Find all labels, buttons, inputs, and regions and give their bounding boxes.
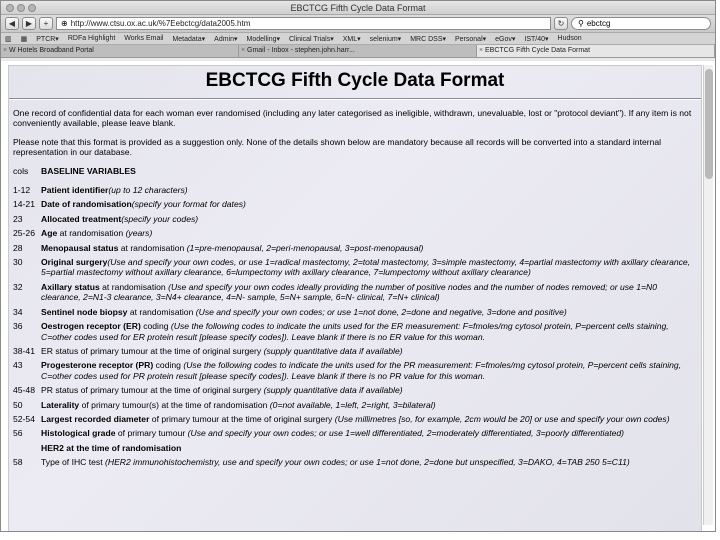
bookmark-item[interactable]: Works Email xyxy=(124,35,164,42)
row-note: (Use and specify your own codes ideally providing the number of positive nodes and the number of nodes removed; or use 1=N0 clearance, 2=N1-3 clearance, 3=N4+ clearance, 4=N- sample, 5=N+ sample, 6=N- clinical, 7=N+ clinical) xyxy=(41,281,658,303)
search-value: ebctcg xyxy=(586,19,611,28)
row-text: at randomisation xyxy=(57,228,126,239)
tab-label: EBCTCG Fifth Cycle Data Format xyxy=(485,47,591,54)
note-paragraph: Please note that this format is provided as a suggestion only. None of the details shown below are mandatory because all records will be converted into a standard internal representation in our database. xyxy=(13,136,662,158)
window-title: EBCTCG Fifth Cycle Data Format xyxy=(290,3,426,13)
row-text: at randomisation xyxy=(99,281,169,292)
row-variable: Menopausal status xyxy=(41,242,119,253)
window-controls xyxy=(6,4,36,12)
globe-icon: ⊕ xyxy=(61,19,68,28)
row-text: of primary tumour xyxy=(115,428,188,439)
variable-row xyxy=(9,199,701,209)
row-cols: 32 xyxy=(13,281,23,292)
row-text: at randomisation xyxy=(127,306,196,317)
close-tab-icon[interactable]: × xyxy=(479,47,484,54)
row-cols: 45-48 xyxy=(13,385,35,396)
row-text: coding xyxy=(140,321,171,332)
row-variable: Original surgery xyxy=(41,257,108,268)
row-note: (0=not available, 1=left, 2=right, 3=bilateral) xyxy=(269,399,436,410)
row-text: ER status of primary tumour at the time of original surgery xyxy=(41,345,264,356)
row-note: (Use and specify your own codes; or use 1=well differentiated, 2=moderately differentiated, 3=poorly differentiated) xyxy=(187,428,625,439)
row-cols xyxy=(13,443,41,453)
web-page xyxy=(8,65,702,531)
tab-hotels[interactable] xyxy=(1,45,239,57)
zoom-window-button[interactable] xyxy=(28,4,36,12)
row-cols: 25-26 xyxy=(13,228,35,239)
page-viewport xyxy=(1,61,715,531)
close-tab-icon[interactable]: × xyxy=(241,47,246,54)
row-note: (Use the following codes to indicate the units used for the PR measurement: F=fmoles/mg cytosol protein, P=percent cells staining, C=other codes used for PR protein result [please specify codes]). Leave blank if there is no PR value for this woman. xyxy=(41,360,682,381)
bookmark-item[interactable]: Hudson xyxy=(557,35,582,42)
bookmark-item[interactable]: RDFa Highlight xyxy=(67,35,116,42)
bookmark-item[interactable]: Clinical Trials▾ xyxy=(289,35,334,43)
url-text: http://www.ctsu.ox.ac.uk/%7Eebctcg/data2005.htm xyxy=(70,19,251,28)
horizontal-rule xyxy=(9,98,701,100)
row-cols: 58 xyxy=(13,457,23,468)
minimize-window-button[interactable] xyxy=(17,4,25,12)
bookmark-item[interactable]: MRC DSS▾ xyxy=(410,35,446,43)
tab-gmail[interactable] xyxy=(239,45,477,57)
book-icon[interactable]: ▥ xyxy=(5,35,12,43)
cols-heading: cols xyxy=(13,165,29,176)
variable-row xyxy=(9,346,701,356)
reload-button[interactable]: ↻ xyxy=(554,17,568,30)
row-note: (Use and specify your own codes, or use 1=radical mastectomy, 2=total mastectomy, 3=simple mastectomy, 4=partial mastectomy with axillary clearance, 5=partial mastectomy without axillary clearance, 6=lumpectomy with axillary clearance, 7=lumpectomy without axillary clearance) xyxy=(41,257,691,278)
bookmark-item[interactable]: Personal▾ xyxy=(455,35,487,43)
row-variable: Age xyxy=(41,228,58,239)
row-cols: 38-41 xyxy=(13,345,35,356)
variable-row xyxy=(9,457,701,467)
bookmark-item[interactable]: IST/40▾ xyxy=(524,35,549,43)
row-variable: Axillary status xyxy=(41,281,100,292)
variable-row xyxy=(9,257,701,278)
variable-row xyxy=(9,443,701,453)
table-header xyxy=(9,166,701,176)
row-note: (HER2 immunohistochemistry, use and specify your own codes; or use 1=not done, 2=done but unspecified, 3=DAKO, 4=TAB 250 5=C11) xyxy=(105,457,630,468)
variable-row xyxy=(9,214,701,224)
bookmark-item[interactable]: Metadata▾ xyxy=(172,35,206,43)
variable-row xyxy=(9,185,701,195)
row-text: Type of IHC test xyxy=(41,457,105,468)
vertical-scrollbar[interactable] xyxy=(703,65,713,525)
search-field[interactable] xyxy=(571,17,711,30)
row-note: (1=pre-menopausal, 2=peri-menopausal, 3=post-menopausal) xyxy=(186,242,424,253)
row-variable: HER2 at the time of randomisation xyxy=(41,442,182,453)
bookmark-item[interactable]: eGov▾ xyxy=(495,35,516,43)
tab-label: Gmail - Inbox - stephen.john.harr... xyxy=(247,47,355,54)
row-note: (Use millimetres [so, for example, 2cm would be 20] or use and specify your own codes) xyxy=(334,413,670,424)
row-cols: 30 xyxy=(13,257,23,268)
bookmark-item[interactable]: XML▾ xyxy=(342,35,361,43)
variable-row xyxy=(9,428,701,438)
navigation-toolbar xyxy=(1,15,715,33)
variable-row xyxy=(9,360,701,381)
row-variable: Allocated treatment xyxy=(41,213,122,224)
tab-bar xyxy=(1,45,715,58)
row-variable: Date of randomisation xyxy=(41,199,132,210)
bookmarks-bar xyxy=(1,33,715,45)
close-tab-icon[interactable]: × xyxy=(3,47,8,54)
back-button[interactable]: ◀ xyxy=(5,17,19,30)
page-title: EBCTCG Fifth Cycle Data Format xyxy=(205,70,505,91)
row-variable: Largest recorded diameter xyxy=(41,413,150,424)
row-variable: Histological grade xyxy=(41,428,116,439)
row-text: coding xyxy=(153,360,184,371)
scrollbar-thumb[interactable] xyxy=(705,69,713,179)
row-note: (specify your format for dates) xyxy=(131,199,246,210)
row-cols: 36 xyxy=(13,321,23,332)
row-variable: Progesterone receptor (PR) xyxy=(41,360,154,371)
bookmark-item[interactable]: Admin▾ xyxy=(214,35,238,43)
row-cols: 1-12 xyxy=(13,185,31,196)
row-cols: 23 xyxy=(13,213,23,224)
row-note: (up to 12 characters) xyxy=(108,185,188,196)
row-variable: Patient identifier xyxy=(41,185,109,196)
variable-row xyxy=(9,400,701,410)
bookmark-item[interactable]: Modelling▾ xyxy=(246,35,280,43)
bookmark-item[interactable]: selenium▾ xyxy=(369,35,402,43)
row-cols: 52-54 xyxy=(13,413,35,424)
bookmark-item[interactable]: PTCR▾ xyxy=(36,35,59,43)
row-note: (Use the following codes to indicate the units used for the ER measurement: F=fmoles/mg cytosol protein, P=percent cells staining, C=other codes used for ER protein result [please specify codes]). Leave blank if there is no ER value for this woman. xyxy=(41,321,669,342)
row-variable: Sentinel node biopsy xyxy=(41,306,128,317)
row-cols: 14-21 xyxy=(13,199,35,210)
row-variable: Laterality xyxy=(41,399,80,410)
variable-row xyxy=(9,321,701,342)
row-cols: 56 xyxy=(13,428,23,439)
intro-paragraph: One record of confidential data for each woman ever randomised (including any later categorised as ineligible, withdrawn, unevaluable, lost or "protocol deviant"). If any item is not conveniently available, please leave blank. xyxy=(13,108,692,129)
row-cols: 28 xyxy=(13,242,23,253)
variable-row xyxy=(9,243,701,253)
forward-button[interactable]: ▶ xyxy=(22,17,36,30)
row-variable: Oestrogen receptor (ER) xyxy=(41,321,141,332)
row-note: (years) xyxy=(125,228,153,239)
row-cols: 34 xyxy=(13,306,23,317)
row-cols: 50 xyxy=(13,399,23,410)
close-window-button[interactable] xyxy=(6,4,14,12)
grid-icon[interactable]: ▦ xyxy=(20,35,28,43)
search-icon: ⚲ xyxy=(578,19,584,28)
row-text: PR status of primary tumour at the time of original surgery xyxy=(41,385,264,396)
variable-row xyxy=(9,307,701,317)
address-bar[interactable] xyxy=(56,17,551,30)
title-bar xyxy=(1,1,715,15)
section-heading: BASELINE VARIABLES xyxy=(41,165,136,176)
row-cols: 43 xyxy=(13,360,23,371)
row-note: (Use and specify your own codes; or use 1=not done, 2=done and negative, 3=done and positive) xyxy=(195,306,567,317)
row-note: (supply quantitative data if available) xyxy=(263,385,403,396)
row-text: of primary tumour(s) at the time of randomisation xyxy=(79,399,270,410)
variable-row xyxy=(9,228,701,238)
variable-row xyxy=(9,414,701,424)
row-note: (supply quantitative data if available) xyxy=(263,345,403,356)
tab-ebctcg[interactable] xyxy=(477,45,715,57)
row-text: of primary tumour at the time of original surgery xyxy=(149,413,335,424)
row-text: at randomisation xyxy=(118,242,187,253)
add-bookmark-button[interactable]: + xyxy=(39,17,53,30)
tab-label: W Hotels Broadband Portal xyxy=(9,47,94,54)
variable-row xyxy=(9,282,701,303)
row-note: (specify your codes) xyxy=(121,213,199,224)
variable-row xyxy=(9,385,701,395)
